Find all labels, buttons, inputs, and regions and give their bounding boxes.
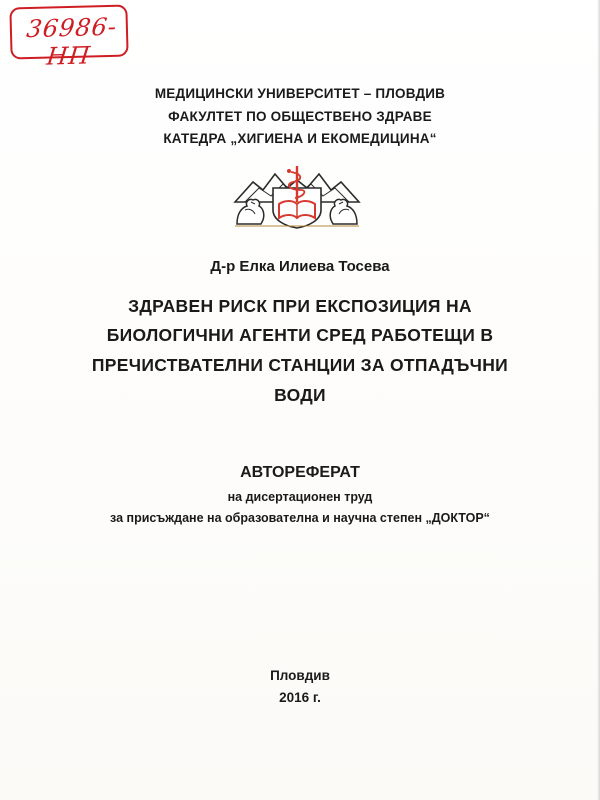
university-emblem-icon (231, 158, 363, 230)
university-name: МЕДИЦИНСКИ УНИВЕРСИТЕТ – ПЛОВДИВ (154, 86, 446, 101)
publication-place: Пловдив (270, 668, 330, 683)
publication-year: 2016 г. (279, 690, 321, 705)
author-name: Д-р Елка Илиева Тосева (210, 258, 390, 275)
dissertation-descriptor: на дисертационен труд (227, 490, 373, 504)
abstract-heading: АВТОРЕФЕРАТ (240, 464, 360, 481)
inventory-stamp (9, 4, 128, 71)
thesis-title-line-1: ЗДРАВЕН РИСК ПРИ ЕКСПОЗИЦИЯ НА (128, 296, 472, 316)
thesis-title-line-2: БИОЛОГИЧНИ АГЕНТИ СРЕД РАБОТЕЩИ В (106, 325, 494, 345)
department-name: КАТЕДРА „ХИГИЕНА И ЕКОМЕДИЦИНА“ (163, 131, 437, 146)
degree-descriptor: за присъждане на образователна и научна степен „ДОКТОР“ (110, 511, 490, 525)
inventory-stamp-number: 36986-НП (25, 12, 119, 71)
faculty-name: ФАКУЛТЕТ ПО ОБЩЕСТВЕНО ЗДРАВЕ (168, 109, 432, 124)
thesis-title-line-4: ВОДИ (274, 385, 326, 405)
thesis-title-line-3: ПРЕЧИСТВАТЕЛНИ СТАНЦИИ ЗА ОТПАДЪЧНИ (91, 355, 509, 375)
